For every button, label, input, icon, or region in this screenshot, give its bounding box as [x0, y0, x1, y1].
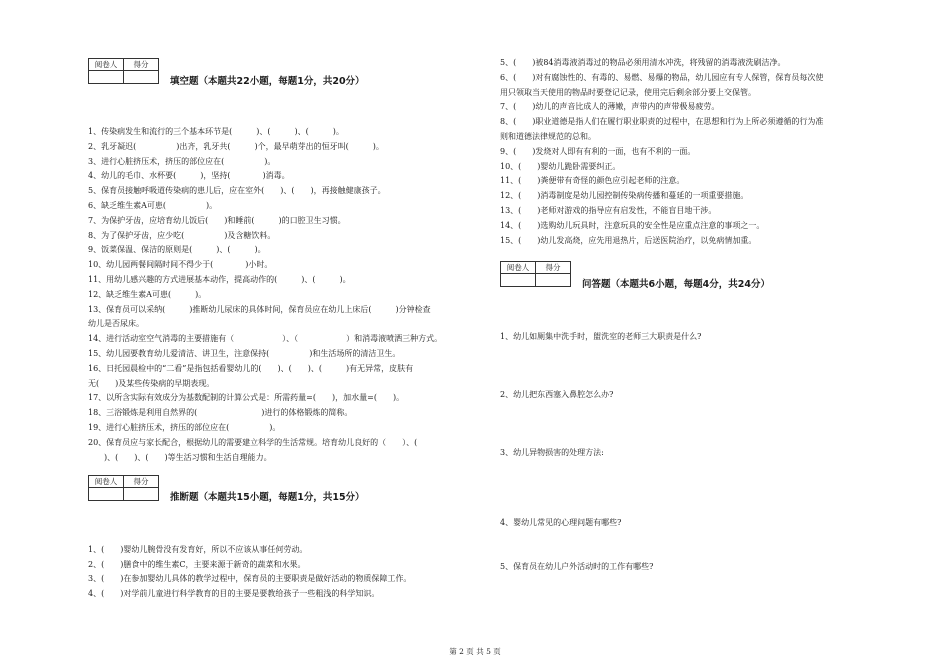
judge-line: 5、( )被84消毒液消毒过的物品必须用清水冲洗，将残留的消毒液洗刷洁净。: [500, 58, 786, 67]
judge-line: 3、( )在参加婴幼儿具体的教学过程中，保育员的主要职责是做好活动的物质保障工作。: [88, 574, 412, 583]
judge-line: 14、( )选购幼儿玩具时，注意玩具的安全性是应重点注意的事项之一。: [500, 220, 765, 230]
fill-line: 幼儿是否尿床。: [88, 319, 144, 329]
qa-question: 1、幼儿如厕集中洗手时，盥洗室的老师三大职责是什么?: [500, 332, 702, 341]
fill-line: 12、缺乏维生素A可患( )。: [88, 289, 207, 299]
fill-line: 17、以所含实际有效成分为基数配制的计算公式是：所需药量=( )，加水量=( )。: [88, 393, 405, 403]
score-label: 得分: [124, 476, 159, 488]
fill-line: 19、进行心脏挤压术，挤压的部位应在( )。: [88, 423, 281, 432]
score-label: 得分: [124, 59, 159, 71]
judge-line: 10、( )婴幼儿跪卧需要纠正。: [500, 161, 621, 171]
fill-line: 5、保育员接触呼吸道传染病的患儿后，应在室外( )、( )，再接触健康孩子。: [88, 186, 386, 196]
fill-line: 11、用幼儿感兴趣的方式进展基本动作，提高动作的( )、( )。: [88, 275, 351, 284]
fill-line: 无( )及某些传染病的早期表现。: [88, 378, 215, 388]
page-footer: 第 2 页 共 5 页: [449, 647, 501, 656]
score-table-fill: [88, 58, 159, 84]
fill-line: 8、为了保护牙齿，应少吃( )及含糖饮料。: [88, 230, 276, 240]
judge-line: 2、( )膳食中的维生素C，主要来源于新奇的蔬菜和水果。: [88, 559, 306, 569]
fill-line: 1、传染病发生和流行的三个基本环节是( )、( )、( )。: [88, 127, 344, 136]
fill-line: 18、三浴锻炼是利用自然界的( )进行的体格锻炼的简称。: [88, 408, 353, 418]
score-cell[interactable]: [536, 274, 571, 287]
reviewer-label: 阅卷人: [89, 476, 124, 488]
qa-question: 2、幼儿把东西塞入鼻腔怎么办?: [500, 390, 614, 399]
score-cell[interactable]: [124, 488, 159, 501]
judge-line: 15、( )幼儿发高烧，应先用退热片，后送医院治疗，以免病情加重。: [500, 235, 757, 245]
judge-line: 8、( )职业道德是指人们在履行职业职责的过程中，在思想和行为上所必须遵循的行为准: [500, 117, 824, 127]
judge-section-title: 推断题（本题共15小题，每题1分，共15分）: [170, 492, 365, 503]
reviewer-cell[interactable]: [89, 488, 124, 501]
judge-line: 7、( )幼儿的声音比成人的薄嫩，声带内的声带极易疲劳。: [500, 102, 720, 112]
fill-line: 3、进行心脏挤压术，挤压的部位应在( )。: [88, 156, 276, 166]
score-table-qa: [500, 261, 571, 287]
qa-question: 4、婴幼儿常见的心理问题有哪些?: [500, 518, 622, 527]
judge-line: 13、( )老师对游戏的指导应有启发性，不能盲目地干涉。: [500, 206, 717, 215]
judge-line: 11、( )粪便带有奇怪的颜色应引起老师的注意。: [500, 176, 685, 186]
fill-section-title: 填空题（本题共22小题，每题1分，共20分）: [170, 76, 365, 87]
fill-line: 9、饭菜保温、保洁的原则是( )、( )。: [88, 245, 266, 255]
judge-line: 9、( )发烧对人即有有利的一面，也有不利的一面。: [500, 146, 696, 156]
reviewer-cell[interactable]: [89, 71, 124, 84]
judge-line: 用只领取当天使用的物品时要登记记录，使用完后剩余部分要上交保管。: [500, 87, 756, 97]
score-cell[interactable]: [124, 71, 159, 84]
fill-line: 16、日托园晨检中的“二看”是指包括看婴幼儿的( )、( )、( )有无异常，皮肤有: [88, 363, 414, 373]
reviewer-cell[interactable]: [501, 274, 536, 287]
reviewer-label: 阅卷人: [501, 262, 536, 274]
reviewer-label: 阅卷人: [89, 59, 124, 71]
qa-question: 5、保育员在幼儿户外活动时的工作有哪些?: [500, 562, 654, 571]
fill-line: 14、进行活动室空气消毒的主要措施有（ ）、（ ）和消毒液喷洒三种方式。: [88, 334, 443, 344]
judge-line: 则和道德法律规范的总和。: [500, 132, 596, 141]
judge-line: 12、( )消毒制度是幼儿园控制传染病传播和蔓延的一项重要措施。: [500, 191, 749, 201]
score-label: 得分: [536, 262, 571, 274]
fill-line: 15、幼儿园要教育幼儿爱清洁、讲卫生，注意保持( )和生活场所的清洁卫生。: [88, 349, 401, 358]
score-table-judge: [88, 475, 159, 501]
qa-question: 3、幼儿异物损害的处理方法:: [500, 448, 604, 457]
fill-line: 2、乳牙凝迟( )出齐，乳牙共( )个，最早萌芽出的恒牙叫( )。: [88, 141, 384, 151]
qa-section-title: 问答题（本题共6小题，每题4分，共24分）: [582, 279, 770, 290]
fill-line: 4、幼儿的毛巾、水杯要( )，坚持( )消毒。: [88, 171, 290, 181]
judge-line: 6、( )对有腐蚀性的、有毒的、易燃、易爆的物品，幼儿园应有专人保管，保育员每次使: [500, 72, 824, 82]
judge-line: 4、( )对学前儿童进行科学教育的目的主要是要教给孩子一些粗浅的科学知识。: [88, 588, 380, 598]
fill-line: 20、保育员应与家长配合，根据幼儿的需要建立科学的生活常规。培育幼儿良好的（ ）、(: [88, 437, 418, 447]
fill-line: 7、为保护牙齿，应培育幼儿饭后( )和睡前( )的口腔卫生习惯。: [88, 215, 346, 225]
fill-line: 6、缺乏维生素A可患( )。: [88, 201, 218, 210]
fill-line: )、( )、( )等生活习惯和生活自理能力。: [88, 452, 272, 462]
judge-line: 1、( )婴幼儿腕骨没有发育好，所以不应该从事任何劳动。: [88, 545, 308, 554]
fill-line: 10、幼儿园两餐间隔时间不得少于( )小时。: [88, 260, 273, 270]
fill-line: 13、保育员可以采纳( )推断幼儿尿床的具体时间，保育员应在幼儿上床后( )分钟检查: [88, 304, 431, 314]
